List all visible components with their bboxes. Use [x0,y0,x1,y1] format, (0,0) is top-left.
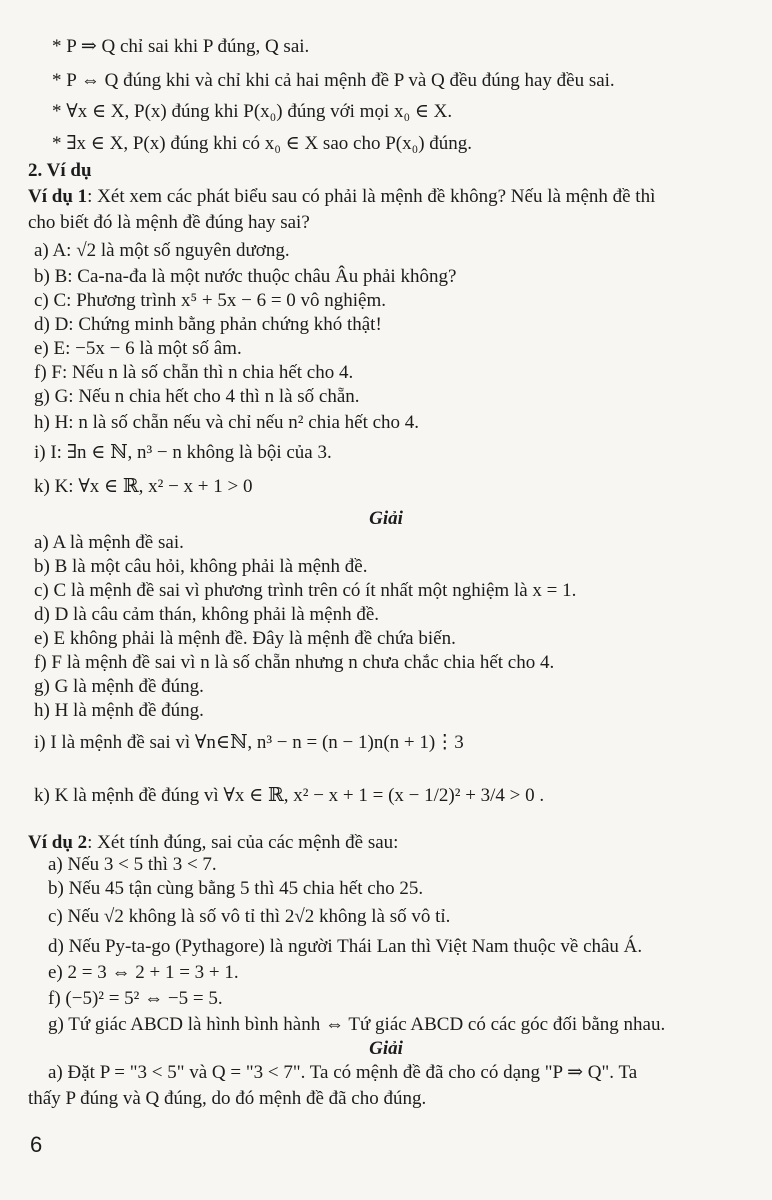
example1-solution-b: b) B là một câu hỏi, không phải là mệnh đề. [34,556,368,577]
example1-item-i: i) I: ∃n ∈ ℕ, n³ − n không là bội của 3. [34,442,332,463]
example2-label: Ví dụ 2 [28,832,88,853]
example2-item-c: c) Nếu √2 không là số vô tỉ thì 2√2 không là số vô tỉ. [48,906,451,927]
page-number: 6 [30,1132,43,1157]
example2-prompt [28,832,772,854]
example1-solution-i: i) I là mệnh đề sai vì ∀n∈ℕ, n³ − n = (n − 1)n(n + 1)⋮3 [34,732,464,753]
example1-solution-d: d) D là câu cảm thán, không phải là mệnh đề. [34,604,380,625]
note-3: * ∀x ∈ X, P(x) đúng khi P(x₀) đúng với mọi x₀ ∈ X. [52,101,453,122]
note-4: * ∃x ∈ X, P(x) đúng khi có x₀ ∈ X sao cho P(x₀) đúng. [52,133,473,154]
example1-item-c: c) C: Phương trình x⁵ + 5x − 6 = 0 vô nghiệm. [34,290,387,311]
example1-solution-e: e) E không phải là mệnh đề. Đây là mệnh đề chứa biến. [34,628,456,649]
example1-item-f: f) F: Nếu n là số chẵn thì n chia hết cho 4. [34,362,354,383]
example1-solution-k: k) K là mệnh đề đúng vì ∀x ∈ ℝ, x² − x + 1 = (x − 1/2)² + 3/4 > 0 . [34,785,545,806]
example1-prompt-rest: : Xét xem các phát biểu sau có phải là mệnh đề không? Nếu là mệnh đề thì [87,186,656,207]
example1-item-d: d) D: Chứng minh bằng phản chứng khó thật! [34,314,382,335]
example1-item-e: e) E: −5x − 6 là một số âm. [34,338,242,359]
example2-item-g: g) Tứ giác ABCD là hình bình hành ⇔ Tứ giác ABCD có các góc đối bằng nhau. [48,1014,666,1035]
section-title: 2. Ví dụ [28,160,92,181]
example2-item-e: e) 2 = 3 ⇔ 2 + 1 = 3 + 1. [48,962,239,983]
example1-solution-h: h) H là mệnh đề đúng. [34,700,204,721]
example1-item-b: b) B: Ca-na-đa là một nước thuộc châu Âu phải không? [34,266,457,287]
example2-prompt-rest: : Xét tính đúng, sai của các mệnh đề sau: [87,832,399,853]
note-2: * P ⇔ Q đúng khi và chỉ khi cả hai mệnh đề P và Q đều đúng hay đều sai. [52,70,615,91]
example1-item-g: g) G: Nếu n chia hết cho 4 thì n là số chẵn. [34,386,360,407]
example2-item-f: f) (−5)² = 5² ⇔ −5 = 5. [48,988,223,1009]
example2-item-a: a) Nếu 3 < 5 thì 3 < 7. [48,854,217,875]
note-1: * P ⇒ Q chỉ sai khi P đúng, Q sai. [52,36,310,57]
example1-item-a: a) A: √2 là một số nguyên dương. [34,240,290,261]
example1-solution-g: g) G là mệnh đề đúng. [34,676,204,697]
example1-solution-f: f) F là mệnh đề sai vì n là số chẵn nhưng n chưa chắc chia hết cho 4. [34,652,555,673]
example1-item-k: k) K: ∀x ∈ ℝ, x² − x + 1 > 0 [34,476,253,497]
example1-prompt-line2: cho biết đó là mệnh đề đúng hay sai? [28,212,310,233]
example1-solution-a: a) A là mệnh đề sai. [34,532,184,553]
example1-solution-c: c) C là mệnh đề sai vì phương trình trên có ít nhất một nghiệm là x = 1. [34,580,577,601]
example2-solution-title: Giải [369,1038,403,1059]
example2-solution-line1: a) Đặt P = "3 < 5" và Q = "3 < 7". Ta có mệnh đề đã cho có dạng "P ⇒ Q". Ta [48,1062,638,1083]
example1-label: Ví dụ 1 [28,186,88,207]
example2-item-d: d) Nếu Py-ta-go (Pythagore) là người Thái Lan thì Việt Nam thuộc về châu Á. [48,936,643,957]
example2-solution-line2: thấy P đúng và Q đúng, do đó mệnh đề đã cho đúng. [28,1088,427,1109]
example1-prompt [28,186,772,208]
example1-item-h: h) H: n là số chẵn nếu và chỉ nếu n² chia hết cho 4. [34,412,420,433]
example1-solution-title: Giải [369,508,403,529]
example2-item-b: b) Nếu 45 tận cùng bằng 5 thì 45 chia hết cho 25. [48,878,424,899]
